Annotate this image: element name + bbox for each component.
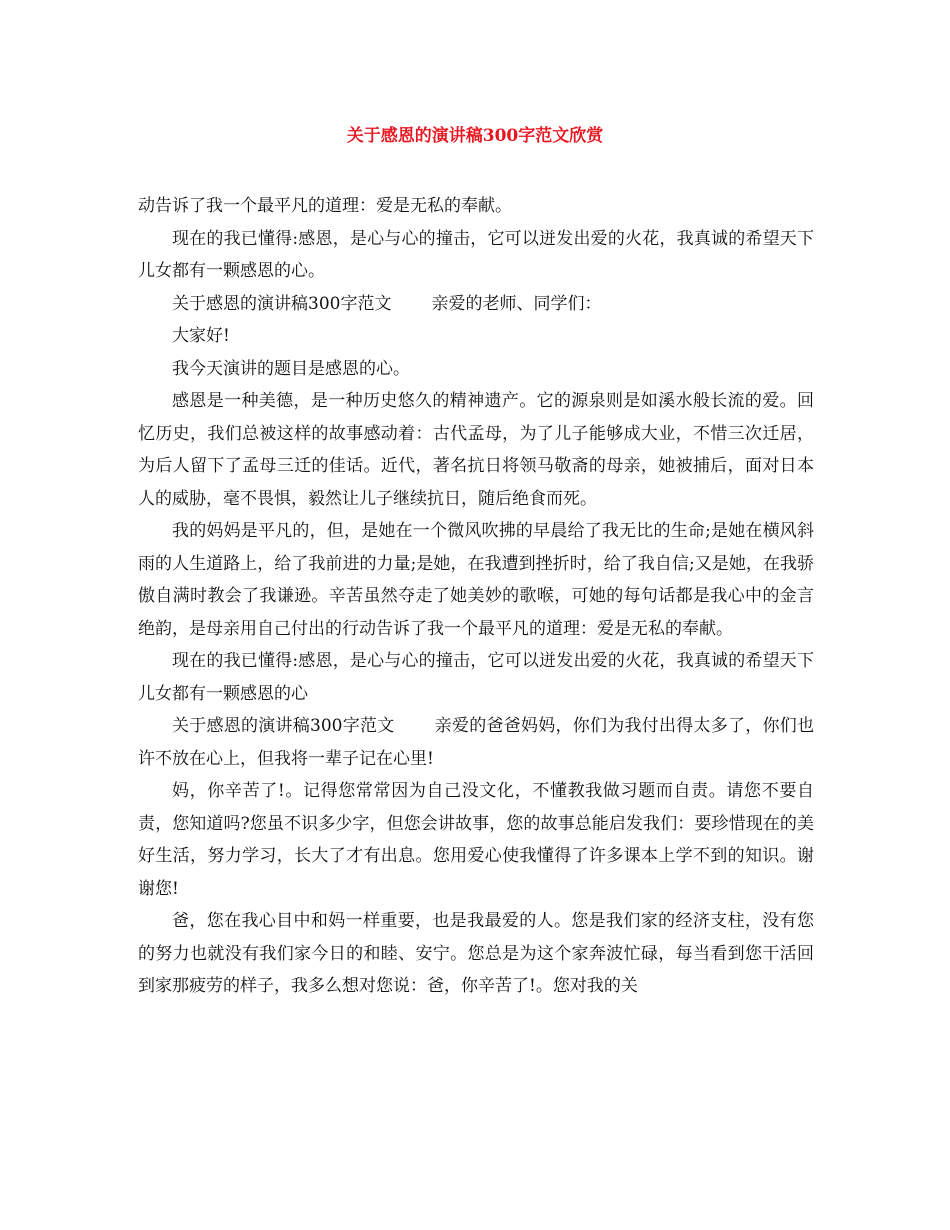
paragraph-tail-text: 亲爱的爸爸妈妈，你们为我付出得太多了，你们也许不放在心上，但我将一辈子记在心里! (138, 716, 814, 769)
paragraph-text: 关于感恩的演讲稿300字范文 (172, 293, 392, 314)
paragraph-text: 动告诉了我一个最平凡的道理：爱是无私的奉献。 (138, 196, 512, 216)
document-title: 关于感恩的演讲稿300字范文欣赏 (346, 126, 604, 146)
paragraph (138, 385, 814, 515)
paragraph-text: 感恩是一种美德，是一种历史悠久的精神遗产。它的源泉则是如溪水般长流的爱。回忆历史，我们总被这样的故事感动着：古代孟母，为了儿子能够成大业，不惜三次迁居，为后人留下了孟母三迁的佳话。近代，著名抗日将领马敬斋的母亲，她被捕后，面对日本人的威胁，毫不畏惧，毅然让儿子继续抗日，随后绝食而死。 (138, 391, 814, 509)
paragraph-text: 我今天演讲的题目是感恩的心。 (172, 358, 410, 379)
paragraph-text: 关于感恩的演讲稿300字范文 (172, 716, 395, 736)
paragraph (138, 353, 814, 386)
paragraph (138, 515, 814, 645)
paragraph (138, 645, 814, 710)
paragraph (138, 905, 814, 1003)
paragraph-text: 大家好! (172, 326, 230, 346)
paragraph (138, 223, 814, 288)
paragraph (138, 320, 814, 353)
paragraph-text: 爸，您在我心目中和妈一样重要，也是我最爱的人。您是我们家的经济支柱，没有您的努力也就没有我们家今日的和睦、安宁。您总是为这个家奔波忙碌，每当看到您干活回到家那疲劳的样子，我多么想对您说：爸，你辛苦了!。您对我的关 (138, 911, 814, 996)
paragraph-text: 现在的我已懂得:感恩，是心与心的撞击，它可以迸发出爱的火花，我真诚的希望天下儿女都有一颗感恩的心。 (138, 228, 814, 281)
paragraph-tail-text: 亲爱的老师、同学们： (431, 293, 602, 314)
paragraph-text: 妈，你辛苦了!。记得您常常因为自己没文化，不懂教我做习题而自责。请您不要自责，您知道吗?您虽不识多少字，但您会讲故事，您的故事总能启发我们：要珍惜现在的美好生活，努力学习，长大了才有出息。您用爱心使我懂得了许多课本上学不到的知识。谢谢您! (138, 781, 814, 899)
paragraph (138, 190, 814, 223)
paragraph (138, 288, 814, 321)
paragraph-text: 现在的我已懂得:感恩，是心与心的撞击，它可以迸发出爱的火花，我真诚的希望天下儿女都有一颗感恩的心 (138, 651, 814, 704)
paragraph (138, 775, 814, 905)
paragraph-text: 我的妈妈是平凡的，但，是她在一个微风吹拂的早晨给了我无比的生命;是她在横风斜雨的人生道路上，给了我前进的力量;是她，在我遭到挫折时，给了我自信;又是她，在我骄傲自满时教会了我谦逊。辛苦虽然夺走了她美妙的歌喉，可她的每句话都是我心中的金言绝韵，是母亲用自己付出的行动告诉了我一个最平凡的道理：爱是无私的奉献。 (138, 521, 814, 639)
document-body (138, 190, 814, 1003)
paragraph (138, 710, 814, 775)
